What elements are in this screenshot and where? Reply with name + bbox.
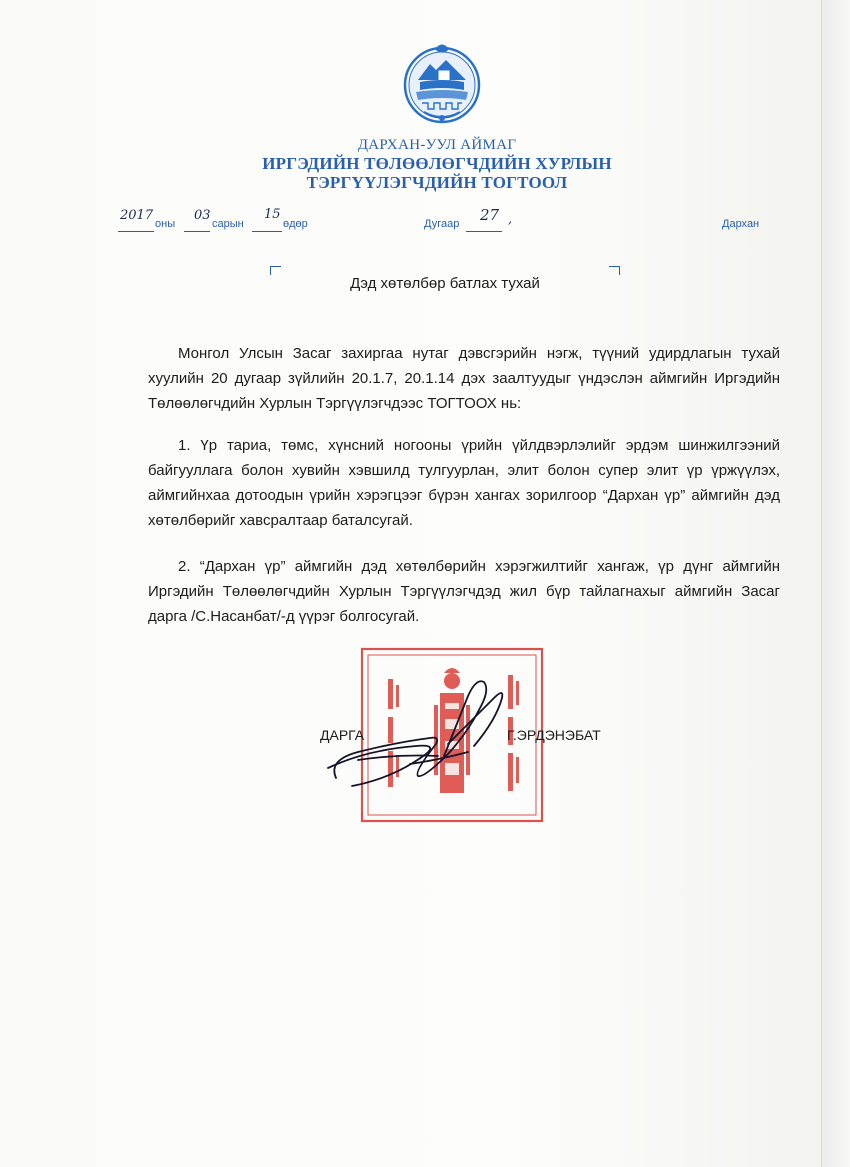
body-item-1 [148,433,780,533]
date-day-label: өдөр [283,218,308,230]
body-preamble [148,341,780,416]
place: Дархан [722,218,760,230]
resolution-item: 1. Үр тариа, төмс, хүнсний ногооны үрийн үйлдвэрлэлийг эрдэм шинжилгээний байгууллага болон хувийн хэвшилд тулгуурлан, элит болон супер элит үр үржүүлэх, аймгийнхаа дотоодын үрийн хэрэгцээг бүрэн хангах зорилгоор “Дархан үр” аймгийн дэд хөтөлбөрийг хавсралтаар баталсугай. [148,437,780,529]
state-emblem-icon [402,40,482,126]
subject-title: Дэд хөтөлбөр батлах тухай [350,275,540,292]
subject-bracket-left [270,266,281,275]
header-organization: ИРГЭДИЙН ТӨЛӨӨЛӨГЧДИЙН ХУРЛЫН [262,154,612,173]
body-item-2 [148,554,780,629]
signatory-name: Г.ЭРДЭНЭБАТ [507,727,601,743]
number-label: Дугаар [424,218,460,230]
handwritten-signature [318,668,543,800]
header-document-type: ТЭРГҮҮЛЭГЧДИЙН ТОГТООЛ [306,173,568,192]
dateline: 2017 оны 03 сарын 15 өдөр Дугаар 27 , Дархан [120,206,760,230]
date-day: 15 [264,207,281,222]
header-aimag: ДАРХАН-УУЛ АЙМАГ [357,137,517,153]
date-year: 2017 [120,208,154,223]
date-month-label: сарын [212,218,244,230]
document-number: 27 [480,206,500,224]
signatory-title: ДАРГА [320,727,365,743]
date-year-label: оны [155,218,176,230]
subject-bracket-right [609,266,620,275]
preamble-paragraph: Монгол Улсын Засаг захиргаа нутаг дэвсгэрийн нэгж, түүний удирдлагын тухай хуулийн 20 дугаар зүйлийн 20.1.7, 20.1.14 дэх заалтуудыг үндэслэн аймгийн Иргэдийн Төлөөлөгчдийн Хурлын Тэргүүлэгчдээс ТОГТООХ нь: [148,345,780,412]
resolution-item: 2. “Дархан үр” аймгийн дэд хөтөлбөрийн хэрэгжилтийг хангаж, үр дүнг аймгийн Иргэдийн Төлөөлөгчдийн Хурлын Тэргүүлэгчдэд жил бүр тайлагнахыг аймгийн Засаг дарга /С.Насанбат/-д үүрэг болгосугай. [148,558,780,625]
date-month: 03 [194,208,211,223]
